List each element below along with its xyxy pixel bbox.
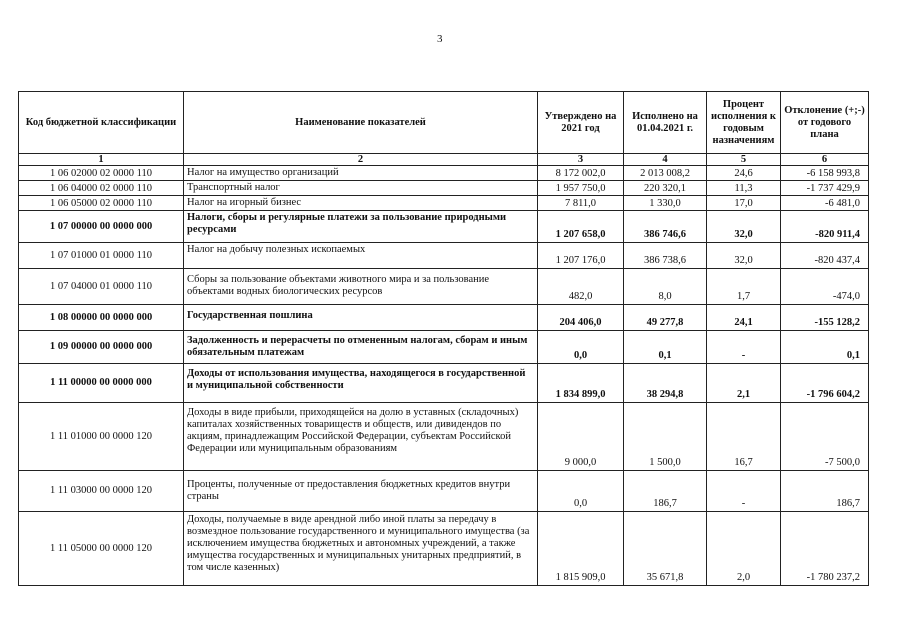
row-approved: 7 811,0 xyxy=(538,196,624,211)
row-deviation: -1 796 604,2 xyxy=(781,364,869,403)
row-percent: 2,1 xyxy=(707,364,781,403)
row-code: 1 06 04000 02 0000 110 xyxy=(19,181,184,196)
row-deviation: 0,1 xyxy=(781,331,869,364)
col-index-2: 2 xyxy=(184,154,538,166)
header-name: Наименование показателей xyxy=(184,92,538,154)
row-code: 1 09 00000 00 0000 000 xyxy=(19,331,184,364)
table-row xyxy=(19,364,869,403)
row-executed: 1 330,0 xyxy=(624,196,707,211)
row-executed: 1 500,0 xyxy=(624,403,707,471)
row-executed: 186,7 xyxy=(624,471,707,512)
row-name: Проценты, полученные от предоставления бюджетных кредитов внутри страны xyxy=(184,471,538,512)
table-row xyxy=(19,403,869,471)
row-approved: 204 406,0 xyxy=(538,305,624,331)
row-name: Налог на добычу полезных ископаемых xyxy=(184,243,538,269)
row-executed: 38 294,8 xyxy=(624,364,707,403)
table-row xyxy=(19,181,869,196)
table-row xyxy=(19,331,869,364)
row-name: Государственная пошлина xyxy=(184,305,538,331)
column-index-row xyxy=(19,154,869,166)
row-deviation: 186,7 xyxy=(781,471,869,512)
row-name: Налог на имущество организаций xyxy=(184,166,538,181)
table-row xyxy=(19,269,869,305)
row-executed: 35 671,8 xyxy=(624,512,707,586)
row-deviation: -1 737 429,9 xyxy=(781,181,869,196)
row-code: 1 11 03000 00 0000 120 xyxy=(19,471,184,512)
row-deviation: -7 500,0 xyxy=(781,403,869,471)
row-percent: - xyxy=(707,471,781,512)
row-percent: 17,0 xyxy=(707,196,781,211)
row-name: Сборы за пользование объектами животного мира и за пользование объектами водных биологических ресурсов xyxy=(184,269,538,305)
row-executed: 220 320,1 xyxy=(624,181,707,196)
row-code: 1 07 04000 01 0000 110 xyxy=(19,269,184,305)
row-code: 1 11 05000 00 0000 120 xyxy=(19,512,184,586)
row-approved: 1 834 899,0 xyxy=(538,364,624,403)
row-percent: - xyxy=(707,331,781,364)
row-executed: 0,1 xyxy=(624,331,707,364)
table-row xyxy=(19,471,869,512)
row-approved: 0,0 xyxy=(538,471,624,512)
row-percent: 2,0 xyxy=(707,512,781,586)
table-row xyxy=(19,196,869,211)
row-percent: 24,1 xyxy=(707,305,781,331)
row-approved: 1 815 909,0 xyxy=(538,512,624,586)
row-code: 1 06 05000 02 0000 110 xyxy=(19,196,184,211)
col-index-4: 4 xyxy=(624,154,707,166)
col-index-6: 6 xyxy=(781,154,869,166)
row-deviation: -474,0 xyxy=(781,269,869,305)
row-percent: 32,0 xyxy=(707,243,781,269)
row-percent: 1,7 xyxy=(707,269,781,305)
header-approved: Утверждено на 2021 год xyxy=(538,92,624,154)
row-deviation: -1 780 237,2 xyxy=(781,512,869,586)
row-deviation: -6 481,0 xyxy=(781,196,869,211)
row-executed: 386 746,6 xyxy=(624,211,707,243)
row-percent: 32,0 xyxy=(707,211,781,243)
row-executed: 2 013 008,2 xyxy=(624,166,707,181)
row-deviation: -820 437,4 xyxy=(781,243,869,269)
col-index-3: 3 xyxy=(538,154,624,166)
row-executed: 8,0 xyxy=(624,269,707,305)
row-executed: 386 738,6 xyxy=(624,243,707,269)
row-approved: 1 207 658,0 xyxy=(538,211,624,243)
table-row xyxy=(19,243,869,269)
row-percent: 11,3 xyxy=(707,181,781,196)
row-approved: 8 172 002,0 xyxy=(538,166,624,181)
row-code: 1 07 00000 00 0000 000 xyxy=(19,211,184,243)
row-name: Доходы от использования имущества, находящегося в государственной и муниципальной собственности xyxy=(184,364,538,403)
table-row xyxy=(19,305,869,331)
table-row xyxy=(19,211,869,243)
row-code: 1 06 02000 02 0000 110 xyxy=(19,166,184,181)
row-executed: 49 277,8 xyxy=(624,305,707,331)
budget-execution-table xyxy=(18,91,869,586)
row-name: Доходы, получаемые в виде арендной либо иной платы за передачу в возмездное пользование государственного и муниципального имущества (за исключением имущества бюджетных и автономных учреждений, а также имущества государственных и муниципальных унитарных предприятий, в том числе казенных) xyxy=(184,512,538,586)
row-deviation: -6 158 993,8 xyxy=(781,166,869,181)
row-approved: 9 000,0 xyxy=(538,403,624,471)
row-code: 1 11 00000 00 0000 000 xyxy=(19,364,184,403)
row-deviation: -820 911,4 xyxy=(781,211,869,243)
row-approved: 0,0 xyxy=(538,331,624,364)
row-approved: 482,0 xyxy=(538,269,624,305)
row-code: 1 08 00000 00 0000 000 xyxy=(19,305,184,331)
row-code: 1 11 01000 00 0000 120 xyxy=(19,403,184,471)
row-name: Транспортный налог xyxy=(184,181,538,196)
row-percent: 24,6 xyxy=(707,166,781,181)
page-number: 3 xyxy=(437,33,443,45)
row-deviation: -155 128,2 xyxy=(781,305,869,331)
row-code: 1 07 01000 01 0000 110 xyxy=(19,243,184,269)
table-header-row xyxy=(19,92,869,154)
row-name: Налоги, сборы и регулярные платежи за пользование природными ресурсами xyxy=(184,211,538,243)
row-approved: 1 957 750,0 xyxy=(538,181,624,196)
header-executed: Исполнено на 01.04.2021 г. xyxy=(624,92,707,154)
row-percent: 16,7 xyxy=(707,403,781,471)
row-name: Задолженность и перерасчеты по отмененным налогам, сборам и иным обязательным платежам xyxy=(184,331,538,364)
row-approved: 1 207 176,0 xyxy=(538,243,624,269)
row-name: Налог на игорный бизнес xyxy=(184,196,538,211)
row-name: Доходы в виде прибыли, приходящейся на долю в уставных (складочных) капиталах хозяйственных товариществ и обществ, или дивидендов по акциям, принадлежащим Российской Федерации, субъектам Российской Федерации или муниципальным образованиям xyxy=(184,403,538,471)
header-deviation: Отклонение (+;-) от годового плана xyxy=(781,92,869,154)
table-row xyxy=(19,512,869,586)
col-index-1: 1 xyxy=(19,154,184,166)
header-code: Код бюджетной классификации xyxy=(19,92,184,154)
table-row xyxy=(19,166,869,181)
col-index-5: 5 xyxy=(707,154,781,166)
header-percent: Процент исполнения к годовым назначениям xyxy=(707,92,781,154)
